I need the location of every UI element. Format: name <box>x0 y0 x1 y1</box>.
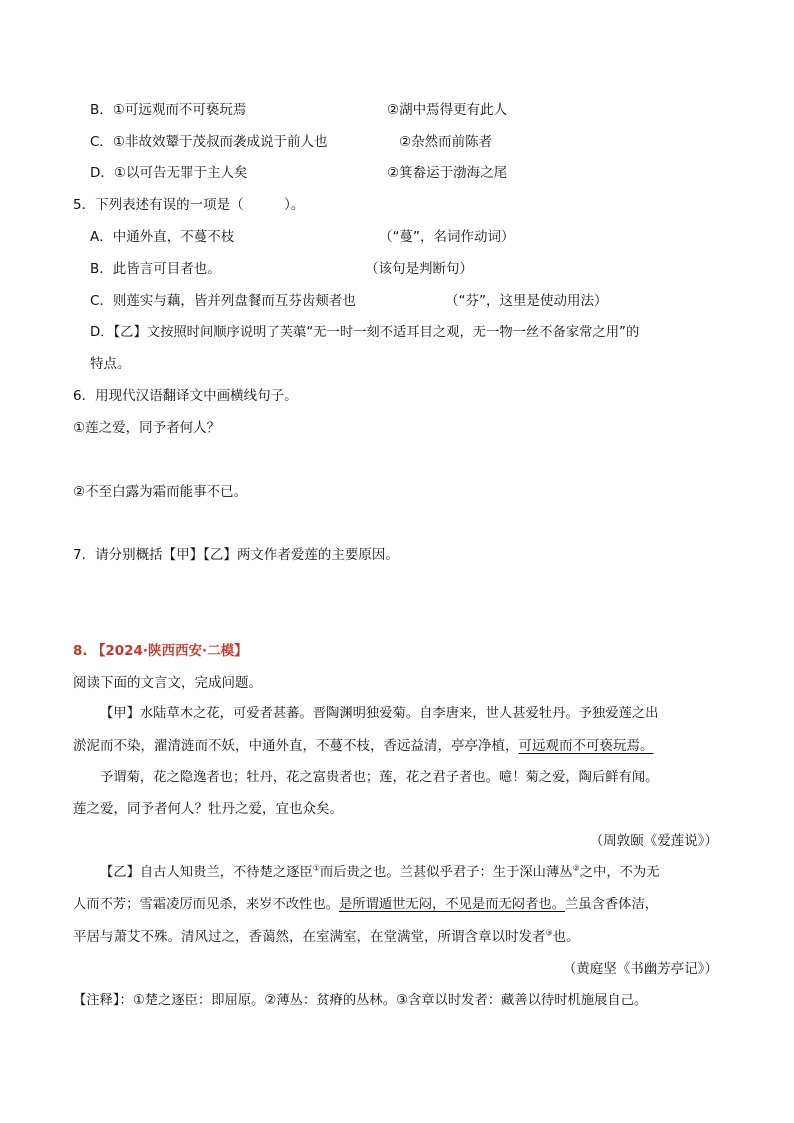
footnote-ref-1: ① <box>312 863 320 873</box>
q4-option-d-2: ②箕畚运于渤海之尾 <box>387 165 508 181</box>
q5-option-a: A．中通外直，不蔓不枝 <box>90 229 235 245</box>
yi-line2-part1: 人而不芳；雪霜凌厉而见杀，来岁不改性也。 <box>73 897 339 912</box>
yi-line1-part1: 【乙】自古人知贵兰，不待楚之逐臣 <box>100 865 313 880</box>
jia-paragraph2-line1: 予谓菊，花之隐逸者也；牡丹，花之富贵者也；莲，花之君子者也。噫！菊之爱，陶后鲜有闻。 <box>100 770 659 785</box>
jia-paragraph1-line1: 【甲】水陆草木之花，可爱者甚蕃。晋陶渊明独爱菊。自李唐来，世人甚爱牡丹。予独爱莲之出 <box>100 706 659 721</box>
q8-source: 【2024·陕西西安·二模】 <box>91 643 248 659</box>
yi-line3-part2: 也。 <box>552 929 580 945</box>
yi-underlined-sentence: 是所谓遁世无闷，不见是而无闷者也。 <box>338 897 565 912</box>
yi-line1-part2: 而后贵之也。兰甚似乎君子：生于深山薄丛 <box>319 865 573 880</box>
annotations: 【注释】：①楚之逐臣：即屈原。②薄丛：贫瘠的丛林。③含章以时发者：藏善以待时机施展自己。 <box>73 993 648 1008</box>
q5-option-d-line2: 特点。 <box>90 356 131 372</box>
q4-option-b-1: B．①可远观而不可亵玩焉 <box>90 102 247 118</box>
q5-option-c: C．则莲实与藕，皆并列盘餐而互芬齿颊者也 <box>90 293 356 309</box>
q5-option-b: B．此皆言可目者也。 <box>90 261 221 277</box>
yi-line2 <box>73 896 658 914</box>
q6-sentence-2: ②不至白露为霜而能事不已。 <box>73 484 248 500</box>
q8-number: 8. <box>73 643 88 659</box>
jia-paragraph1-line2-text: 淤泥而不染，濯清涟而不妖，中通外直，不蔓不枝，香远益清，亭亭净植， <box>73 738 519 754</box>
jia-paragraph2-line2: 莲之爱，同予者何人？牡丹之爱，宜也众矣。 <box>73 801 343 817</box>
q5-option-d-line1: D．【乙】文按照时间顺序说明了芙蕖“无一时一刻不适耳目之观，无一物一丝不备家常之用”的 <box>90 325 640 340</box>
yi-line2-part2: 兰虽含香体洁， <box>564 897 659 912</box>
q5-stem: 5．下列表述有误的一项是（ ）。 <box>73 197 305 213</box>
q5-option-c-note: （“芬”，这里是使动用法） <box>445 293 608 309</box>
jia-underlined-sentence: 可远观而不可亵玩焉。 <box>518 738 654 754</box>
footnote-ref-2: ② <box>572 863 580 873</box>
jia-author: （周敦颐《爱莲说》） <box>589 833 718 849</box>
q5-option-a-note: （“蔓”，名词作动词） <box>379 229 515 245</box>
q8-header <box>73 642 248 660</box>
q6-stem: 6．用现代汉语翻译文中画横线句子。 <box>73 388 298 404</box>
yi-line3-part1: 平居与萧艾不殊。清风过之，香蔼然，在室满室，在堂满堂，所谓含章以时发者 <box>73 929 546 945</box>
q4-option-b-2: ②湖中焉得更有此人 <box>387 102 508 118</box>
q8-instruction: 阅读下面的文言文，完成问题。 <box>73 675 262 691</box>
q4-option-c-1: C．①非故效颦于茂叔而袭成说于前人也 <box>90 134 328 150</box>
jia-paragraph1-line2 <box>73 737 654 755</box>
footnote-ref-3: ③ <box>545 928 553 938</box>
q4-option-d-1: D．①以可告无罪于主人矣 <box>90 165 248 181</box>
q6-sentence-1: ①莲之爱，同予者何人？ <box>73 420 221 436</box>
q7-stem: 7．请分别概括【甲】【乙】两文作者爱莲的主要原因。 <box>73 547 399 563</box>
q4-option-c-2: ②杂然而前陈者 <box>399 134 493 150</box>
yi-line3 <box>73 928 580 946</box>
yi-line1 <box>100 864 660 882</box>
q5-option-b-note: （该句是判断句） <box>365 261 473 277</box>
yi-line1-part3: 之中，不为无 <box>579 865 660 880</box>
yi-author: （黄庭坚《书幽芳亭记》） <box>562 961 718 977</box>
